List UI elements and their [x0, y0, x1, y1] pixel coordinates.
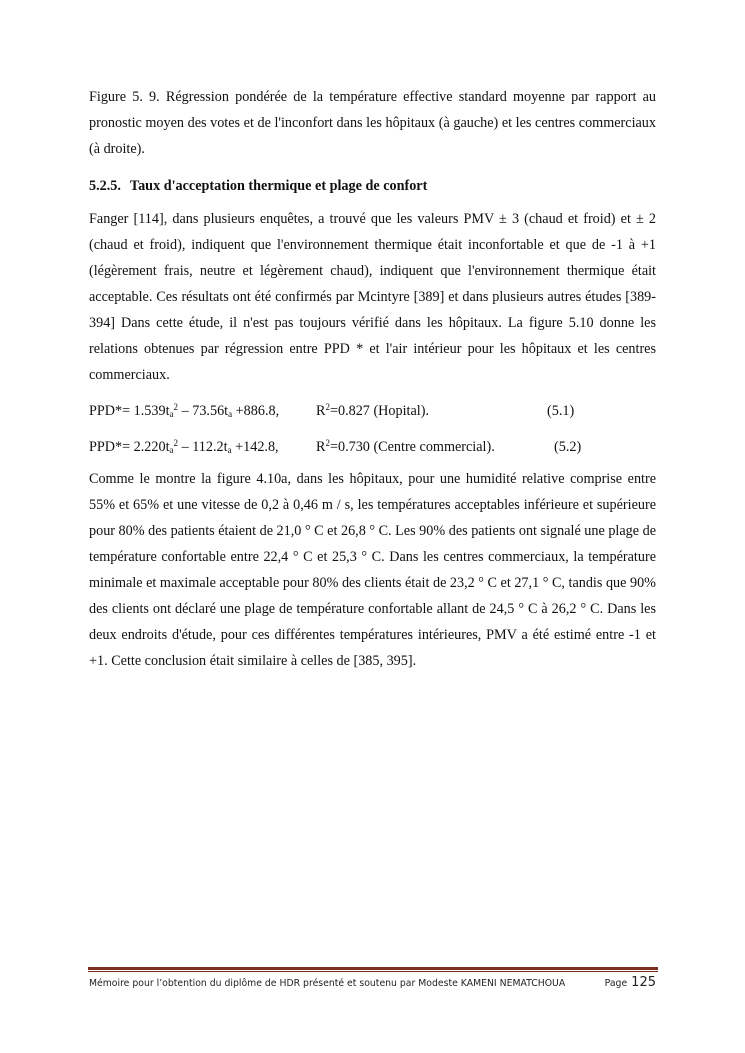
section-title: Taux d'acceptation thermique et plage de confort: [129, 178, 428, 194]
page-number: 125: [631, 975, 656, 990]
footer-page: [605, 975, 656, 990]
equation-r-squared: $R^2=0.730$ (Centre commercial).: [316, 438, 495, 455]
equation-expression: $PPD*= 1.539t_a^2 - 73.56t_a +886.8$,: [89, 402, 280, 419]
paragraph-fanger: Fanger [114], dans plusieurs enquêtes, a trouvé que les valeurs PMV ± 3 (chaud et froid) et ± 2 (chaud et froid), indiquent que l'environnement thermique était inconfortable et que de -1 à +1 (légèrement frais, neutre et légèrement chaud), indiquent que l'environnement thermique était acceptable. Ces résultats ont été confirmés par Mcintyre [389] et dans plusieurs autres études [389-394] Dans cette étude, il n'est pas toujours vérifié dans les hôpitaux. La figure 5.10 donne les relations obtenues par régression entre PPD * et l'air intérieur pour les hôpitaux et les centres commerciaux.: [89, 211, 656, 383]
equation-expression: $PPD*= 2.220t_a^2 - 112.2t_a +142.8$,: [89, 438, 279, 455]
footer-text: Mémoire pour l’obtention du diplôme de HDR présenté et soutenu par Modeste KAMENI NEMATCHOUA: [89, 978, 566, 989]
footer-rule: [88, 967, 658, 972]
paragraph-results: Comme le montre la figure 4.10a, dans les hôpitaux, pour une humidité relative comprise entre 55% et 65% et une vitesse de 0,2 à 0,46 m / s, les températures acceptables inférieure et supérieure pour 80% des patients étaient de 21,0 ° C et 26,8 ° C. Les 90% des patients ont signalé une plage de température confortable entre 22,4 ° C et 25,3 ° C. Dans les centres commerciaux, la température minimale et maximale acceptable pour 80% des clients était de 23,2 ° C et 27,1 ° C, tandis que 90% des clients ont déclaré une plage de température confortable allant de 24,5 ° C à 26,2 ° C. Dans les deux endroits d'étude, pour ces différentes températures intérieures, PMV a été estimé entre -1 et +1. Cette conclusion était similaire à celles de [385, 395].: [89, 471, 656, 669]
figure-caption: Figure 5. 9. Régression pondérée de la température effective standard moyenne par rapport au pronostic moyen des votes et de l'inconfort dans les hôpitaux (à gauche) et les centres commerciaux (à droite).: [89, 89, 656, 157]
footer-rule-thin: [88, 971, 658, 972]
footer-rule-thick: [88, 967, 658, 970]
equation-r-squared: $R^2=0.827$ (Hopital).: [316, 402, 429, 419]
equation-number: (5.2): [554, 439, 582, 455]
section-heading: [89, 176, 656, 196]
page-label: Page: [604, 978, 628, 989]
equation-number: (5.1): [547, 403, 575, 419]
equation-5-2: [89, 434, 656, 460]
equation-5-1: [89, 398, 656, 424]
page-content: [89, 84, 656, 674]
section-number: 5.2.5.: [89, 178, 121, 194]
